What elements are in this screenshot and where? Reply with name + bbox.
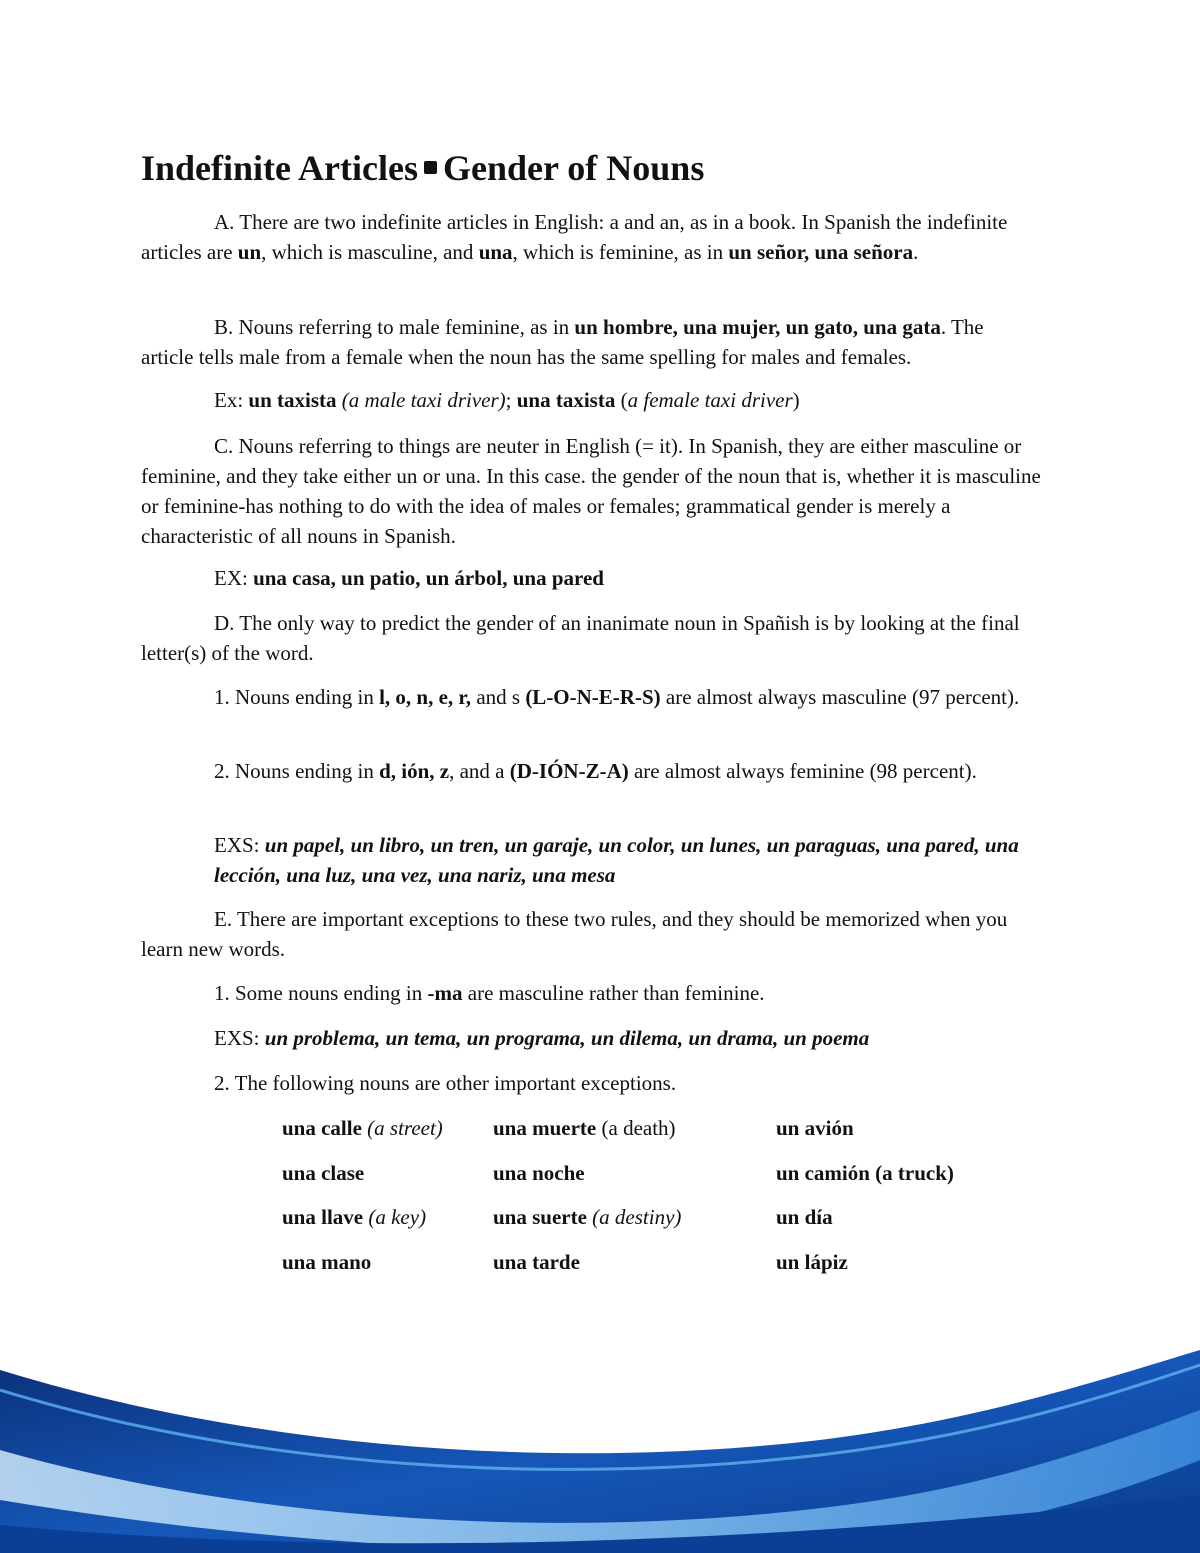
noun: una calle (282, 1116, 362, 1140)
exception-cell (776, 1202, 833, 1232)
bold-term: un hombre, una mujer, un gato, una gata (574, 315, 941, 339)
text: ; (505, 388, 517, 412)
text: ) (792, 388, 800, 412)
italic-gloss: (a male taxi driver) (341, 388, 506, 412)
gloss: (a destiny) (586, 1205, 682, 1229)
gloss: (a key) (363, 1205, 427, 1229)
example-things (214, 563, 1044, 593)
text: ( (615, 388, 628, 412)
paragraph-c (141, 431, 1041, 551)
noun: una noche (493, 1160, 585, 1185)
text: Ex: (214, 388, 249, 412)
noun: una tarde (493, 1249, 580, 1274)
text: are almost always masculine (97 percent). (660, 685, 1020, 709)
paragraph-d (141, 608, 1041, 668)
bold-term: -ma (427, 981, 463, 1005)
exception-cell (282, 1247, 371, 1277)
paragraph-b (141, 312, 1041, 372)
exception-cell (776, 1113, 854, 1143)
text: EXS: (214, 1026, 265, 1050)
text: C. Nouns referring to things are neuter in English (= it). In Spanish, they are either masculine or feminine, and they take either un or una. In this case. the gender of the noun that is, whether it is masculine or feminine-has nothing to do with the idea of males or females; grammatical gender is merely a characteristic of all nouns in Spanish. (141, 434, 1041, 548)
noun: un camión (a truck) (776, 1160, 954, 1185)
noun: un día (776, 1205, 833, 1229)
text: E. There are important exceptions to these two rules, and they should be memorized when you learn new words. (141, 907, 1008, 961)
exception-cell (282, 1202, 426, 1232)
noun: una llave (282, 1205, 364, 1229)
noun: una mano (282, 1249, 372, 1274)
text: 1. Some nouns ending in (214, 981, 428, 1005)
text: 2. The following nouns are other important exceptions. (214, 1071, 677, 1095)
text: 2. Nouns ending in (214, 759, 380, 783)
bold-term: (D-IÓN-Z-A) (509, 759, 629, 783)
text: and s (471, 685, 526, 709)
bold-term: un (237, 240, 262, 264)
bold-term: (L-O-N-E-R-S) (525, 685, 661, 709)
text: are almost always feminine (98 percent). (628, 759, 977, 783)
text: , which is feminine, as in (512, 240, 729, 264)
noun: una muerte (493, 1116, 597, 1140)
rule-e1 (214, 978, 1044, 1008)
examples-endings (214, 830, 1044, 890)
exception-cell (493, 1247, 580, 1277)
text: are masculine rather than feminine. (462, 981, 765, 1005)
square-bullet-icon (424, 161, 437, 174)
noun: una suerte (493, 1205, 587, 1229)
exceptions-row (282, 1247, 1042, 1292)
paragraph-e (141, 904, 1041, 964)
gloss: (a death) (596, 1116, 676, 1140)
text: . The article tells male from a female when the noun has the same spelling for males and females. (141, 315, 984, 369)
noun: una clase (282, 1160, 365, 1185)
examples-ma (214, 1023, 1044, 1053)
text: , and a (449, 759, 510, 783)
title-left: Indefinite Articles (141, 148, 418, 188)
text: , which is masculine, and (261, 240, 479, 264)
exception-cell (282, 1158, 364, 1188)
example-taxista (214, 385, 1044, 415)
bold-term: una taxista (516, 388, 616, 412)
exception-cell (493, 1113, 676, 1143)
exception-cell (493, 1202, 681, 1232)
bold-italic-examples: un problema, un tema, un programa, un dilema, un drama, un poema (264, 1026, 870, 1050)
text: A. There are two indefinite articles in English: a and an, as in a book. In Spanish the indefinite articles are (141, 210, 1008, 264)
exception-cell (493, 1158, 585, 1188)
exception-cell (282, 1113, 443, 1143)
bold-italic-examples: un papel, un libro, un tren, un garaje, un color, un lunes, un paraguas, una pared, una lección, una luz, una vez, una nariz, una mesa (214, 833, 1019, 887)
bold-term: un señor, una señora (728, 240, 914, 264)
italic-gloss: a female taxi driver (627, 388, 793, 412)
text: D. The only way to predict the gender of an inanimate noun in Spañish is by looking at the final letter(s) of the word. (141, 611, 1020, 665)
rule-e2 (214, 1068, 1044, 1098)
text: B. Nouns referring to male feminine, as in (214, 315, 575, 339)
text: EX: (214, 566, 254, 590)
bold-term: un taxista (248, 388, 337, 412)
exception-cell (776, 1158, 954, 1188)
noun: un lápiz (776, 1249, 848, 1274)
bold-term: una casa, un patio, un árbol, una pared (253, 566, 604, 590)
text: EXS: (214, 833, 265, 857)
rule-d1 (214, 682, 1044, 712)
bold-term: una (478, 240, 513, 264)
bold-term: l, o, n, e, r, (379, 685, 472, 709)
exceptions-row (282, 1113, 1042, 1158)
paragraph-a (141, 207, 1041, 267)
page-title (141, 144, 704, 192)
exceptions-row (282, 1202, 1042, 1247)
gloss: (a street) (361, 1116, 443, 1140)
decorative-wave-footer (0, 1300, 1200, 1553)
exception-cell (776, 1247, 848, 1277)
title-right: Gender of Nouns (442, 148, 705, 188)
exceptions-table (282, 1113, 1042, 1291)
text: . (913, 240, 919, 264)
text: 1. Nouns ending in (214, 685, 380, 709)
exceptions-row (282, 1158, 1042, 1203)
noun: un avión (776, 1116, 854, 1140)
rule-d2 (214, 756, 1044, 786)
bold-term: d, ión, z (379, 759, 450, 783)
